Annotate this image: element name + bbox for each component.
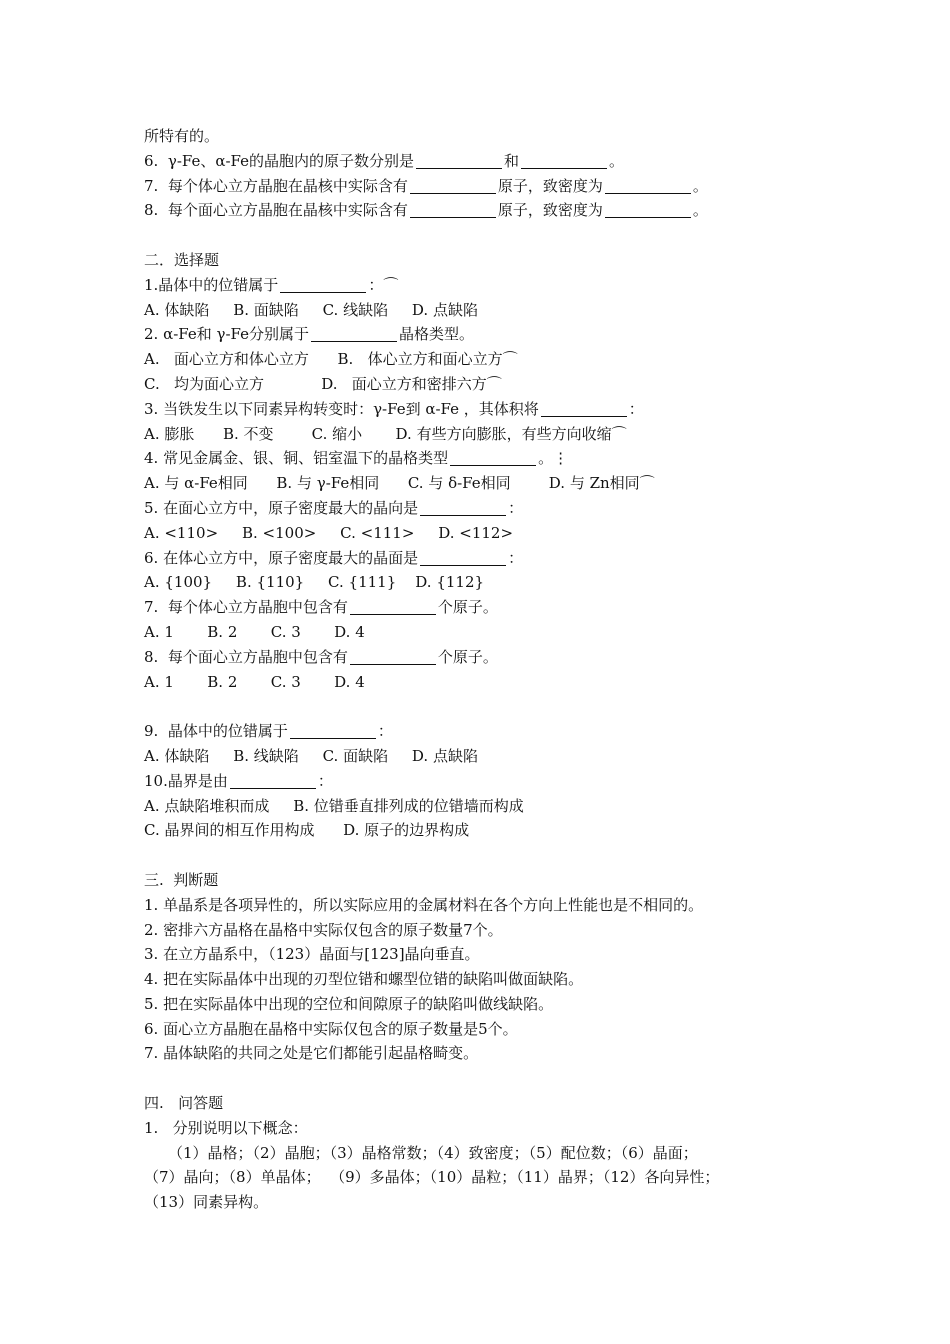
answer-blank — [420, 499, 506, 516]
choice-options-10b: C. 晶界间的相互作用构成 D. 原子的边界构成 — [144, 821, 470, 840]
fill-in-question-7: 7. 每个体心立方晶胞在晶核中实际含有 原子，致密度为 。 — [144, 176, 708, 195]
answer-blank — [280, 276, 366, 293]
section-heading-qa: 四. 问答题 — [144, 1094, 224, 1113]
choice-options-4: A. 与 α-Fe相同 B. 与 γ-Fe相同 C. 与 δ-Fe相同 D. 与 Zn相同⌒ — [144, 474, 655, 493]
answer-blank — [311, 325, 397, 342]
choice-options-2b: C. 均为面心立方 D. 面心立方和密排六方⌒ — [144, 374, 502, 393]
answer-blank — [521, 152, 607, 169]
text-line: 所特有的。 — [144, 127, 220, 145]
choice-question-3: 3. 当铁发生以下同素异构转变时：γ-Fe到 α-Fe ，其体积将 ： — [144, 399, 644, 418]
choice-options-9: A. 体缺陷 B. 线缺陷 C. 面缺陷 D. 点缺陷 — [144, 746, 478, 765]
choice-options-8: A. 1 B. 2 C. 3 D. 4 — [144, 672, 365, 691]
answer-blank — [350, 598, 436, 615]
choice-question-10: 10.晶界是由 ： — [144, 771, 333, 790]
choice-question-4: 4. 常见金属金、银、铜、铝室温下的晶格类型 。⋮ — [144, 449, 569, 468]
choice-question-8: 8. 每个面心立方晶胞中包含有 个原子。 — [144, 647, 498, 666]
answer-blank — [416, 152, 502, 169]
answer-blank — [541, 400, 627, 417]
answer-blank — [605, 201, 691, 218]
answer-blank — [410, 201, 496, 218]
judgement-item: 3. 在立方晶系中，（123）晶面与[123]晶向垂直。 — [144, 945, 480, 964]
choice-question-6: 6. 在体心立方中，原子密度最大的晶面是 ： — [144, 548, 524, 567]
qa-question-1: 1. 分别说明以下概念： — [144, 1118, 308, 1137]
choice-question-5: 5. 在面心立方中，原子密度最大的晶向是 ： — [144, 498, 524, 517]
answer-blank — [350, 648, 436, 665]
judgement-item: 5. 把在实际晶体中出现的空位和间隙原子的缺陷叫做线缺陷。 — [144, 994, 554, 1013]
concept-list-line: （13）同素异构。 — [144, 1193, 269, 1212]
choice-options-1: A. 体缺陷 B. 面缺陷 C. 线缺陷 D. 点缺陷 — [144, 300, 478, 319]
answer-blank — [450, 449, 536, 466]
answer-blank — [420, 549, 506, 566]
document-body — [144, 124, 824, 1215]
answer-blank — [605, 177, 691, 194]
judgement-item: 7. 晶体缺陷的共同之处是它们都能引起晶格畸变。 — [144, 1044, 479, 1063]
answer-blank — [410, 177, 496, 194]
section-heading-judgement: 三. 判断题 — [144, 870, 219, 889]
concept-list-line: （1）晶格；（2）晶胞；（3）晶格常数；（4）致密度；（5）配位数；（6）晶面； — [168, 1143, 698, 1162]
choice-options-5: A. <110> B. <100> C. <111> D. <112> — [144, 523, 514, 542]
choice-question-2: 2. α-Fe和 γ-Fe分别属于 晶格类型。 — [144, 325, 475, 344]
answer-blank — [290, 722, 376, 739]
choice-options-3: A. 膨胀 B. 不变 C. 缩小 D. 有些方向膨胀，有些方向收缩⌒ — [144, 424, 627, 443]
choice-options-10a: A. 点缺陷堆积而成 B. 位错垂直排列成的位错墙而构成 — [144, 796, 524, 815]
judgement-item: 1. 单晶系是各项异性的，所以实际应用的金属材料在各个方向上性能也是不相同的。 — [144, 895, 704, 914]
answer-blank — [230, 772, 316, 789]
judgement-item: 4. 把在实际晶体中出现的刃型位错和螺型位错的缺陷叫做面缺陷。 — [144, 970, 584, 989]
choice-options-2a: A. 面心立方和体心立方 B. 体心立方和面心立方⌒ — [144, 350, 518, 369]
choice-question-9: 9. 晶体中的位错属于 ： — [144, 722, 393, 741]
concept-list-line: （7）晶向；（8）单晶体； （9）多晶体；（10）晶粒；（11）晶界；（12）各向异性； — [144, 1168, 720, 1187]
choice-question-7: 7. 每个体心立方晶胞中包含有 个原子。 — [144, 598, 498, 617]
choice-options-7: A. 1 B. 2 C. 3 D. 4 — [144, 622, 365, 641]
fill-in-question-6: 6. γ-Fe、α-Fe的晶胞内的原子数分别是 和 。 — [144, 151, 625, 170]
choice-options-6: A. {100} B. {110} C. {111} D. {112} — [144, 573, 485, 592]
fill-in-question-8: 8. 每个面心立方晶胞在晶核中实际含有 原子，致密度为 。 — [144, 201, 708, 220]
judgement-item: 2. 密排六方晶格在晶格中实际仅包含的原子数量7个。 — [144, 920, 503, 939]
judgement-item: 6. 面心立方晶胞在晶格中实际仅包含的原子数量是5个。 — [144, 1019, 518, 1038]
section-heading-choice: 二．选择题 — [144, 250, 220, 269]
choice-question-1: 1.晶体中的位错属于 ：⌒ — [144, 275, 399, 294]
